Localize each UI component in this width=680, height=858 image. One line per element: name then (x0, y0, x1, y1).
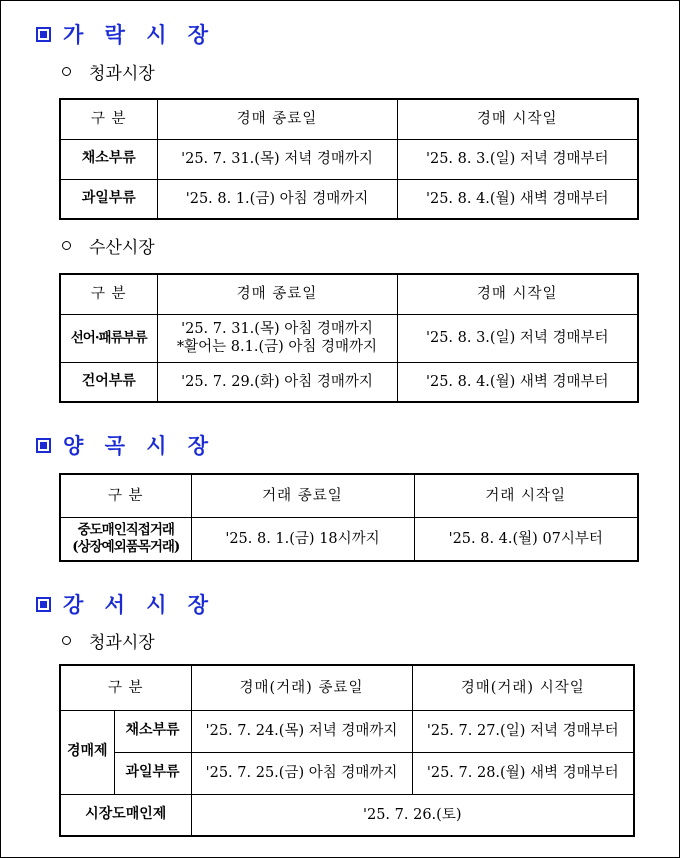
circle-bullet-icon (62, 67, 71, 76)
table-garak-fruitveg (59, 98, 639, 220)
row-start-date: '25. 8. 3.(일) 저녁 경매부터 (397, 139, 638, 179)
subtitle-garak-seafood (62, 232, 155, 258)
table-row (60, 362, 638, 402)
section-title-garak (36, 20, 215, 48)
group-label: 경매제 (60, 710, 114, 794)
table-garak-seafood (59, 273, 639, 403)
header-end-date: 거래 종료일 (191, 474, 414, 517)
table-row (60, 794, 634, 836)
section-title-text: 양 곡 시 장 (63, 434, 216, 458)
square-bullet-icon (36, 27, 51, 42)
row-end-date: '25. 8. 1.(금) 18시까지 (191, 517, 414, 561)
row-start-date: '25. 8. 4.(월) 새벽 경매부터 (397, 179, 638, 219)
table-row (60, 710, 634, 752)
row-start-date: '25. 8. 3.(일) 저녁 경매부터 (397, 314, 638, 362)
row-end-date: '25. 7. 31.(목) 저녁 경매까지 (157, 139, 397, 179)
row-start-date: '25. 8. 4.(월) 새벽 경매부터 (397, 362, 638, 402)
row-label-line1: 중도매인직접거래 (77, 521, 174, 538)
row-label (60, 517, 191, 561)
section-title-yanggok (36, 431, 215, 459)
row-end-date: '25. 8. 1.(금) 아침 경매까지 (157, 179, 397, 219)
footer-value: '25. 7. 26.(토) (191, 794, 634, 836)
table-yanggok (59, 473, 639, 562)
row-end-date: '25. 7. 29.(화) 아침 경매까지 (157, 362, 397, 402)
header-category: 구 분 (60, 665, 191, 710)
row-label: 과일부류 (114, 752, 191, 794)
subtitle-text: 청과시장 (89, 632, 155, 653)
row-label: 채소부류 (114, 710, 191, 752)
table-header-row (60, 99, 638, 139)
row-label: 건어부류 (60, 362, 157, 402)
table-header-row (60, 474, 638, 517)
header-start-date: 경매(거래) 시작일 (412, 665, 634, 710)
table-row (60, 752, 634, 794)
row-end-date: '25. 7. 24.(목) 저녁 경매까지 (191, 710, 412, 752)
subtitle-garak-fruitveg (62, 58, 155, 84)
section-title-text: 강 서 시 장 (63, 593, 216, 617)
section-title-gangseo (36, 590, 215, 618)
header-category: 구 분 (60, 99, 157, 139)
header-start-date: 경매 시작일 (397, 274, 638, 314)
row-end-date-note: *활어는 8.1.(금) 아침 경매까지 (176, 339, 378, 355)
row-end-date-main: '25. 7. 31.(목) 아침 경매까지 (181, 320, 373, 337)
square-bullet-icon (36, 438, 51, 453)
row-start-date: '25. 8. 4.(월) 07시부터 (414, 517, 638, 561)
table-header-row (60, 665, 634, 710)
subtitle-gangseo-fruitveg (62, 627, 155, 653)
subtitle-text: 수산시장 (89, 237, 155, 258)
header-category: 구 분 (60, 474, 191, 517)
row-end-date: '25. 7. 25.(금) 아침 경매까지 (191, 752, 412, 794)
header-start-date: 경매 시작일 (397, 99, 638, 139)
row-start-date: '25. 7. 28.(월) 새벽 경매부터 (412, 752, 634, 794)
row-start-date: '25. 7. 27.(일) 저녁 경매부터 (412, 710, 634, 752)
row-end-date (157, 314, 397, 362)
header-end-date: 경매(거래) 종료일 (191, 665, 412, 710)
circle-bullet-icon (62, 636, 71, 645)
table-gangseo-fruitveg (59, 664, 635, 837)
subtitle-text: 청과시장 (89, 63, 155, 84)
table-row (60, 314, 638, 362)
circle-bullet-icon (62, 241, 71, 250)
row-label: 선어·패류부류 (60, 314, 157, 362)
table-row (60, 179, 638, 219)
square-bullet-icon (36, 597, 51, 612)
row-label: 과일부류 (60, 179, 157, 219)
header-start-date: 거래 시작일 (414, 474, 638, 517)
header-category: 구 분 (60, 274, 157, 314)
table-row (60, 139, 638, 179)
header-end-date: 경매 종료일 (157, 99, 397, 139)
row-label-line2: (상장예외품목거래) (72, 538, 180, 555)
table-header-row (60, 274, 638, 314)
table-row (60, 517, 638, 561)
header-end-date: 경매 종료일 (157, 274, 397, 314)
section-title-text: 가 락 시 장 (63, 23, 216, 47)
footer-label: 시장도매인제 (60, 794, 191, 836)
row-label: 채소부류 (60, 139, 157, 179)
